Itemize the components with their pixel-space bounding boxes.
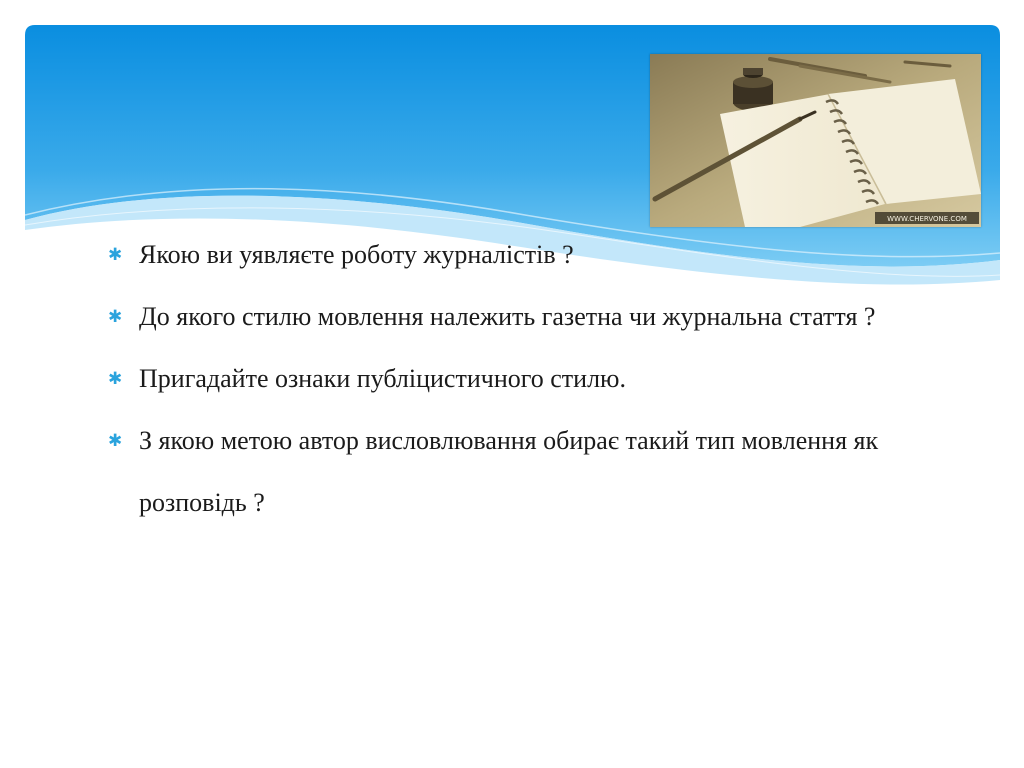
notebook-pen-ink-photo-icon: [650, 54, 981, 227]
asterisk-icon: ✱: [108, 307, 123, 327]
asterisk-icon: ✱: [108, 431, 123, 451]
bullet-text: З якою метою автор висловлювання обирає такий тип мовлення як розповідь ?: [139, 426, 879, 517]
asterisk-icon: ✱: [108, 245, 123, 265]
bullet-item: [108, 348, 928, 410]
bullet-text: До якого стилю мовлення належить газетна чи журнальна стаття ?: [139, 302, 876, 331]
photo-watermark: WWW.CHERVONE.COM: [887, 215, 967, 223]
asterisk-icon: ✱: [108, 369, 123, 389]
bullet-text: Пригадайте ознаки публіцистичного стилю.: [139, 364, 626, 393]
bullet-item: [108, 224, 928, 286]
bullet-list: [108, 224, 928, 534]
bullet-text: Якою ви уявляєте роботу журналістів ?: [139, 240, 574, 269]
bullet-item: [108, 286, 928, 348]
bullet-item: [108, 410, 928, 534]
notebook-photo: [650, 54, 981, 227]
